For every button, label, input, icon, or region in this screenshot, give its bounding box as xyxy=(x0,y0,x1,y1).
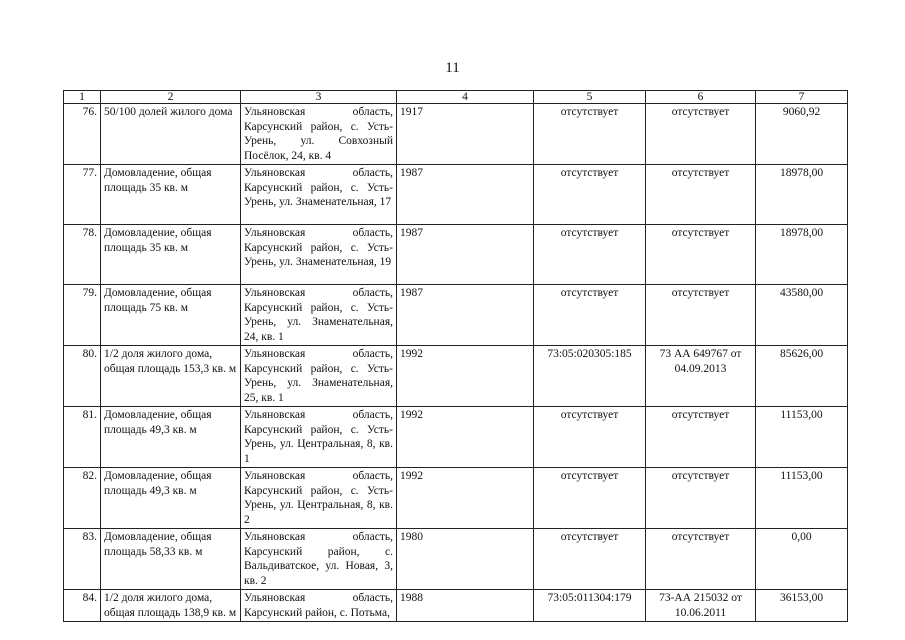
address-cell: Ульяновская область, Карсунский район, с. Вальдиватское, ул. Новая, 3, кв. 2 xyxy=(241,529,397,590)
value-cell: 85626,00 xyxy=(756,346,848,407)
table-row xyxy=(64,529,848,590)
object-name-cell: Домовладение, общая площадь 75 кв. м xyxy=(101,285,241,346)
cadastral-number-cell: отсутствует xyxy=(534,407,646,468)
cadastral-number-cell: отсутствует xyxy=(534,285,646,346)
value-cell: 18978,00 xyxy=(756,225,848,285)
registration-certificate-cell: 73 АА 649767 от 04.09.2013 xyxy=(646,346,756,407)
value-cell: 43580,00 xyxy=(756,285,848,346)
row-number-cell: 80. xyxy=(64,346,101,407)
registration-certificate-cell: отсутствует xyxy=(646,407,756,468)
registration-certificate-cell: отсутствует xyxy=(646,225,756,285)
table-row xyxy=(64,225,848,285)
object-name-cell: Домовладение, общая площадь 49,3 кв. м xyxy=(101,468,241,529)
table-body xyxy=(64,104,848,622)
page-number: 11 xyxy=(445,60,460,76)
column-header-1: 1 xyxy=(64,91,101,104)
object-name-cell: 50/100 долей жилого дома xyxy=(101,104,241,165)
address-cell: Ульяновская область, Карсунский район, с. Усть-Урень, ул. Знаменательная, 24, кв. 1 xyxy=(241,285,397,346)
registration-certificate-cell: 73-АА 215032 от 10.06.2011 xyxy=(646,590,756,622)
registration-certificate-cell: отсутствует xyxy=(646,165,756,225)
value-cell: 11153,00 xyxy=(756,407,848,468)
registration-certificate-cell: отсутствует xyxy=(646,285,756,346)
address-cell: Ульяновская область, Карсунский район, с. Усть-Урень, ул. Центральная, 8, кв. 1 xyxy=(241,407,397,468)
address-cell: Ульяновская область, Карсунский район, с. Усть-Урень, ул. Знаменательная, 25, кв. 1 xyxy=(241,346,397,407)
cadastral-number-cell: 73:05:020305:185 xyxy=(534,346,646,407)
table-row xyxy=(64,104,848,165)
address-cell: Ульяновская область, Карсунский район, с. Усть-Урень, ул. Совхозный Посёлок, 24, кв. 4 xyxy=(241,104,397,165)
row-number-cell: 83. xyxy=(64,529,101,590)
year-cell: 1992 xyxy=(397,346,534,407)
row-number-cell: 77. xyxy=(64,165,101,225)
cadastral-number-cell: 73:05:011304:179 xyxy=(534,590,646,622)
row-number-cell: 84. xyxy=(64,590,101,622)
year-cell: 1980 xyxy=(397,529,534,590)
header-row xyxy=(64,91,848,104)
row-number-cell: 79. xyxy=(64,285,101,346)
address-cell: Ульяновская область, Карсунский район, с. Усть-Урень, ул. Знаменательная, 17 xyxy=(241,165,397,225)
cadastral-number-cell: отсутствует xyxy=(534,529,646,590)
table-row xyxy=(64,468,848,529)
year-cell: 1987 xyxy=(397,285,534,346)
cadastral-number-cell: отсутствует xyxy=(534,104,646,165)
object-name-cell: 1/2 доля жилого дома, общая площадь 153,3 кв. м xyxy=(101,346,241,407)
object-name-cell: Домовладение, общая площадь 58,33 кв. м xyxy=(101,529,241,590)
column-header-2: 2 xyxy=(101,91,241,104)
row-number-cell: 78. xyxy=(64,225,101,285)
table-row xyxy=(64,165,848,225)
property-registry-table xyxy=(63,90,848,622)
address-cell: Ульяновская область, Карсунский район, с. Усть-Урень, ул. Центральная, 8, кв. 2 xyxy=(241,468,397,529)
table-row xyxy=(64,407,848,468)
value-cell: 18978,00 xyxy=(756,165,848,225)
cadastral-number-cell: отсутствует xyxy=(534,468,646,529)
object-name-cell: Домовладение, общая площадь 49,3 кв. м xyxy=(101,407,241,468)
column-header-5: 5 xyxy=(534,91,646,104)
object-name-cell: Домовладение, общая площадь 35 кв. м xyxy=(101,225,241,285)
year-cell: 1992 xyxy=(397,407,534,468)
cadastral-number-cell: отсутствует xyxy=(534,165,646,225)
object-name-cell: Домовладение, общая площадь 35 кв. м xyxy=(101,165,241,225)
column-header-7: 7 xyxy=(756,91,848,104)
column-header-6: 6 xyxy=(646,91,756,104)
table-header xyxy=(64,91,848,104)
column-header-3: 3 xyxy=(241,91,397,104)
address-cell: Ульяновская область, Карсунский район, с. Усть-Урень, ул. Знаменательная, 19 xyxy=(241,225,397,285)
registration-certificate-cell: отсутствует xyxy=(646,104,756,165)
registration-certificate-cell: отсутствует xyxy=(646,468,756,529)
value-cell: 11153,00 xyxy=(756,468,848,529)
value-cell: 9060,92 xyxy=(756,104,848,165)
column-header-4: 4 xyxy=(397,91,534,104)
row-number-cell: 82. xyxy=(64,468,101,529)
table-row xyxy=(64,590,848,622)
year-cell: 1987 xyxy=(397,165,534,225)
value-cell: 36153,00 xyxy=(756,590,848,622)
row-number-cell: 76. xyxy=(64,104,101,165)
table-row xyxy=(64,285,848,346)
table-row xyxy=(64,346,848,407)
cadastral-number-cell: отсутствует xyxy=(534,225,646,285)
row-number-cell: 81. xyxy=(64,407,101,468)
object-name-cell: 1/2 доля жилого дома, общая площадь 138,9 кв. м xyxy=(101,590,241,622)
registration-certificate-cell: отсутствует xyxy=(646,529,756,590)
year-cell: 1992 xyxy=(397,468,534,529)
year-cell: 1987 xyxy=(397,225,534,285)
address-cell: Ульяновская область, Карсунский район, с. Потьма, xyxy=(241,590,397,622)
year-cell: 1917 xyxy=(397,104,534,165)
value-cell: 0,00 xyxy=(756,529,848,590)
year-cell: 1988 xyxy=(397,590,534,622)
